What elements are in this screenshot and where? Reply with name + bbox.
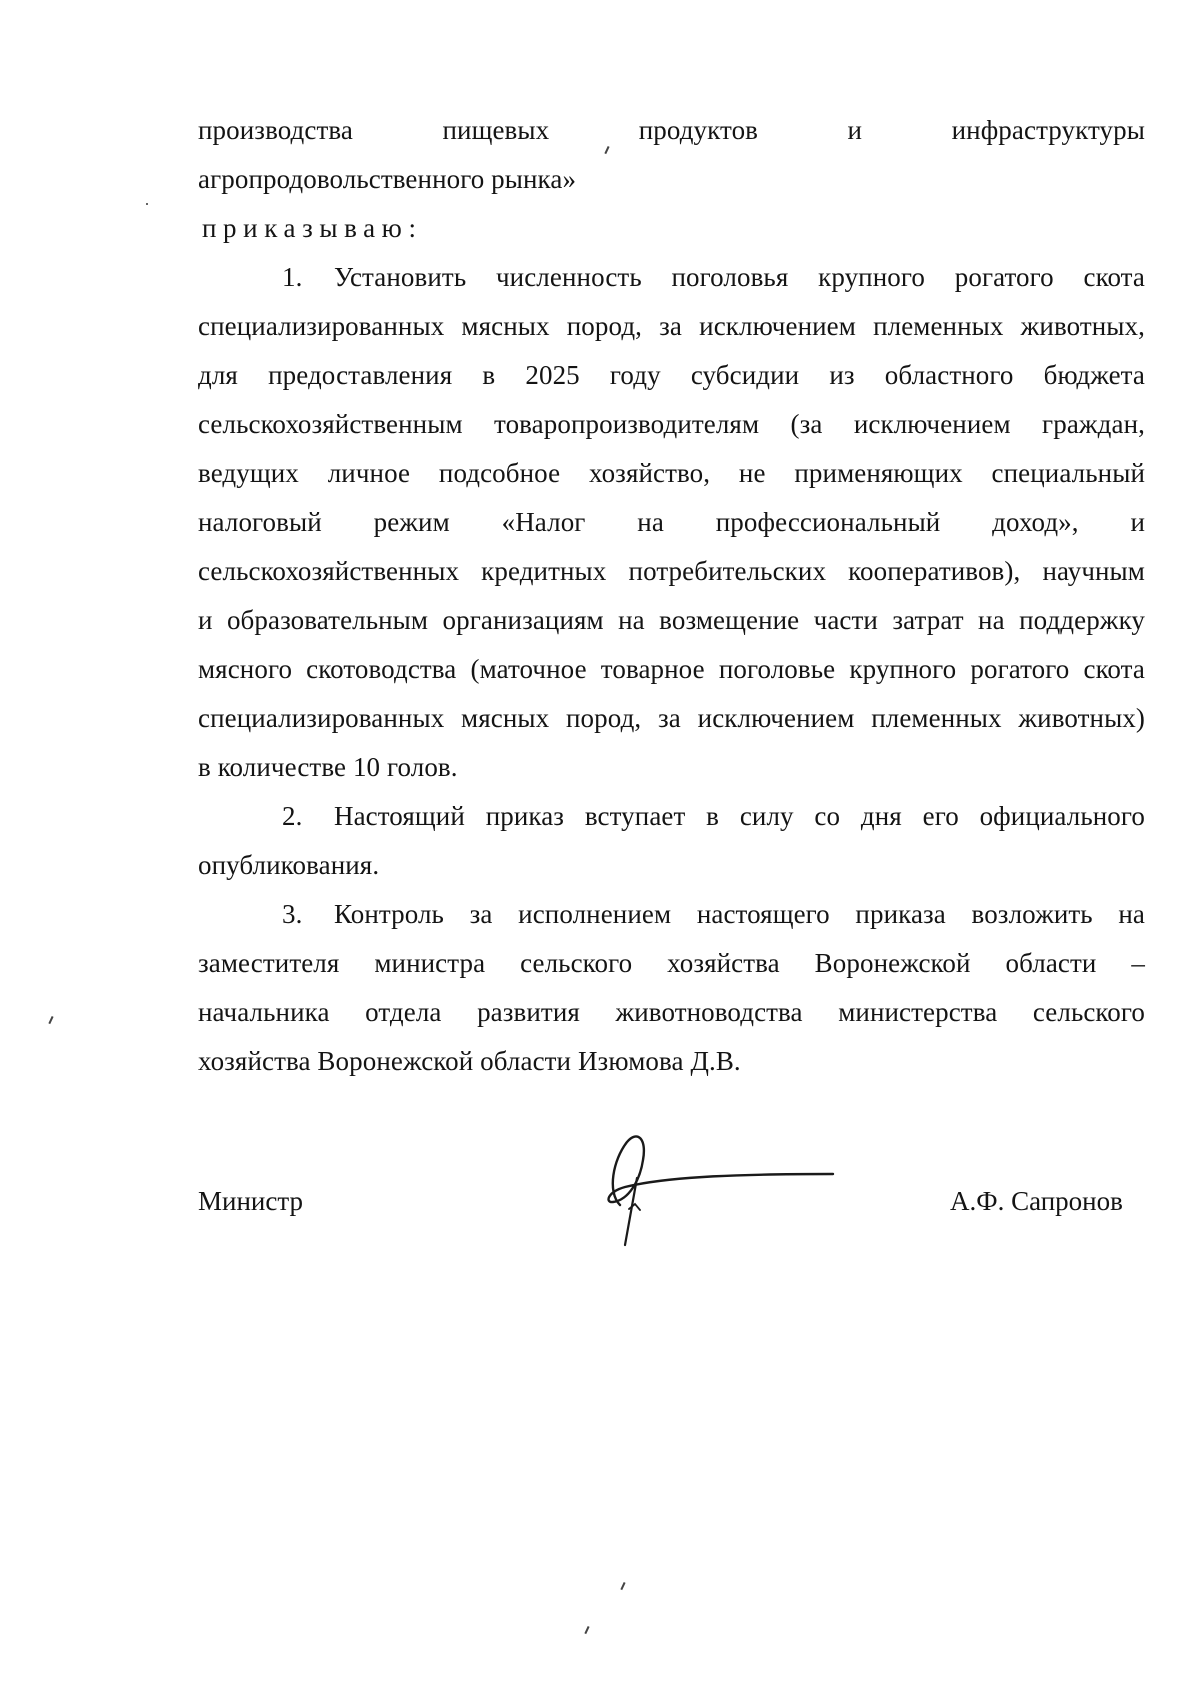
item-1-line-4: сельскохозяйственным товаропроизводителям (за исключением граждан, [198,409,1145,439]
item-2-line-1 [198,796,1145,836]
item-1-line-3: для предоставления в 2025 году субсидии из областного бюджета [198,360,1145,390]
item-3-line-1 [198,894,1145,934]
item-1-line-5: ведущих личное подсобное хозяйство, не применяющих специальный [198,458,1145,488]
preamble-word: продуктов [638,115,759,145]
signature-position: Министр [198,1186,303,1216]
item-1-line-10: специализированных мясных пород, за исключением племенных животных) [198,703,1145,733]
item-1-line-1 [198,257,1145,297]
scan-speck [146,203,148,205]
scan-mark [584,1626,589,1634]
item-1-number: 1. [282,262,303,292]
item-1-line-2: специализированных мясных пород, за исключением племенных животных, [198,311,1145,341]
item-1-line-9: мясного скотоводства (маточное товарное поголовье крупного рогатого скота [198,654,1145,684]
item-2-line-2: опубликования. [198,850,380,880]
scan-mark [620,1582,625,1590]
preamble-word: производства [198,115,353,145]
preamble-word: пищевых [442,115,550,145]
preamble-line-2: агропродовольственного рынка» [198,164,577,194]
item-2-first-line-text: Настоящий приказ вступает в силу со дня его официального [334,801,1145,831]
preamble-word: и [847,115,863,145]
item-1-line-8: и образовательным организациям на возмещение части затрат на поддержку [198,605,1145,635]
item-1-line-6: налоговый режим «Налог на профессиональный доход», и [198,507,1145,537]
item-3-line-2: заместителя министра сельского хозяйства Воронежской области – [198,948,1145,978]
preamble-word: инфраструктуры [951,115,1145,145]
item-1-first-line-text: Установить численность поголовья крупного рогатого скота [334,262,1145,292]
item-3-line-4: хозяйства Воронежской области Изюмова Д.В. [198,1046,741,1076]
signature-name: А.Ф. Сапронов [950,1186,1123,1216]
item-3-line-3: начальника отдела развития животноводства министерства сельского [198,997,1145,1027]
order-word: приказываю: [202,213,423,243]
scan-mark [48,1016,53,1024]
preamble-line-1 [198,110,1145,150]
item-3-first-line-text: Контроль за исполнением настоящего приказа возложить на [334,899,1145,929]
item-3-number: 3. [282,899,303,929]
item-1-line-11: в количестве 10 голов. [198,752,458,782]
handwritten-signature [585,1130,845,1250]
item-2-number: 2. [282,801,303,831]
item-1-line-7: сельскохозяйственных кредитных потребительских кооперативов), научным [198,556,1145,586]
